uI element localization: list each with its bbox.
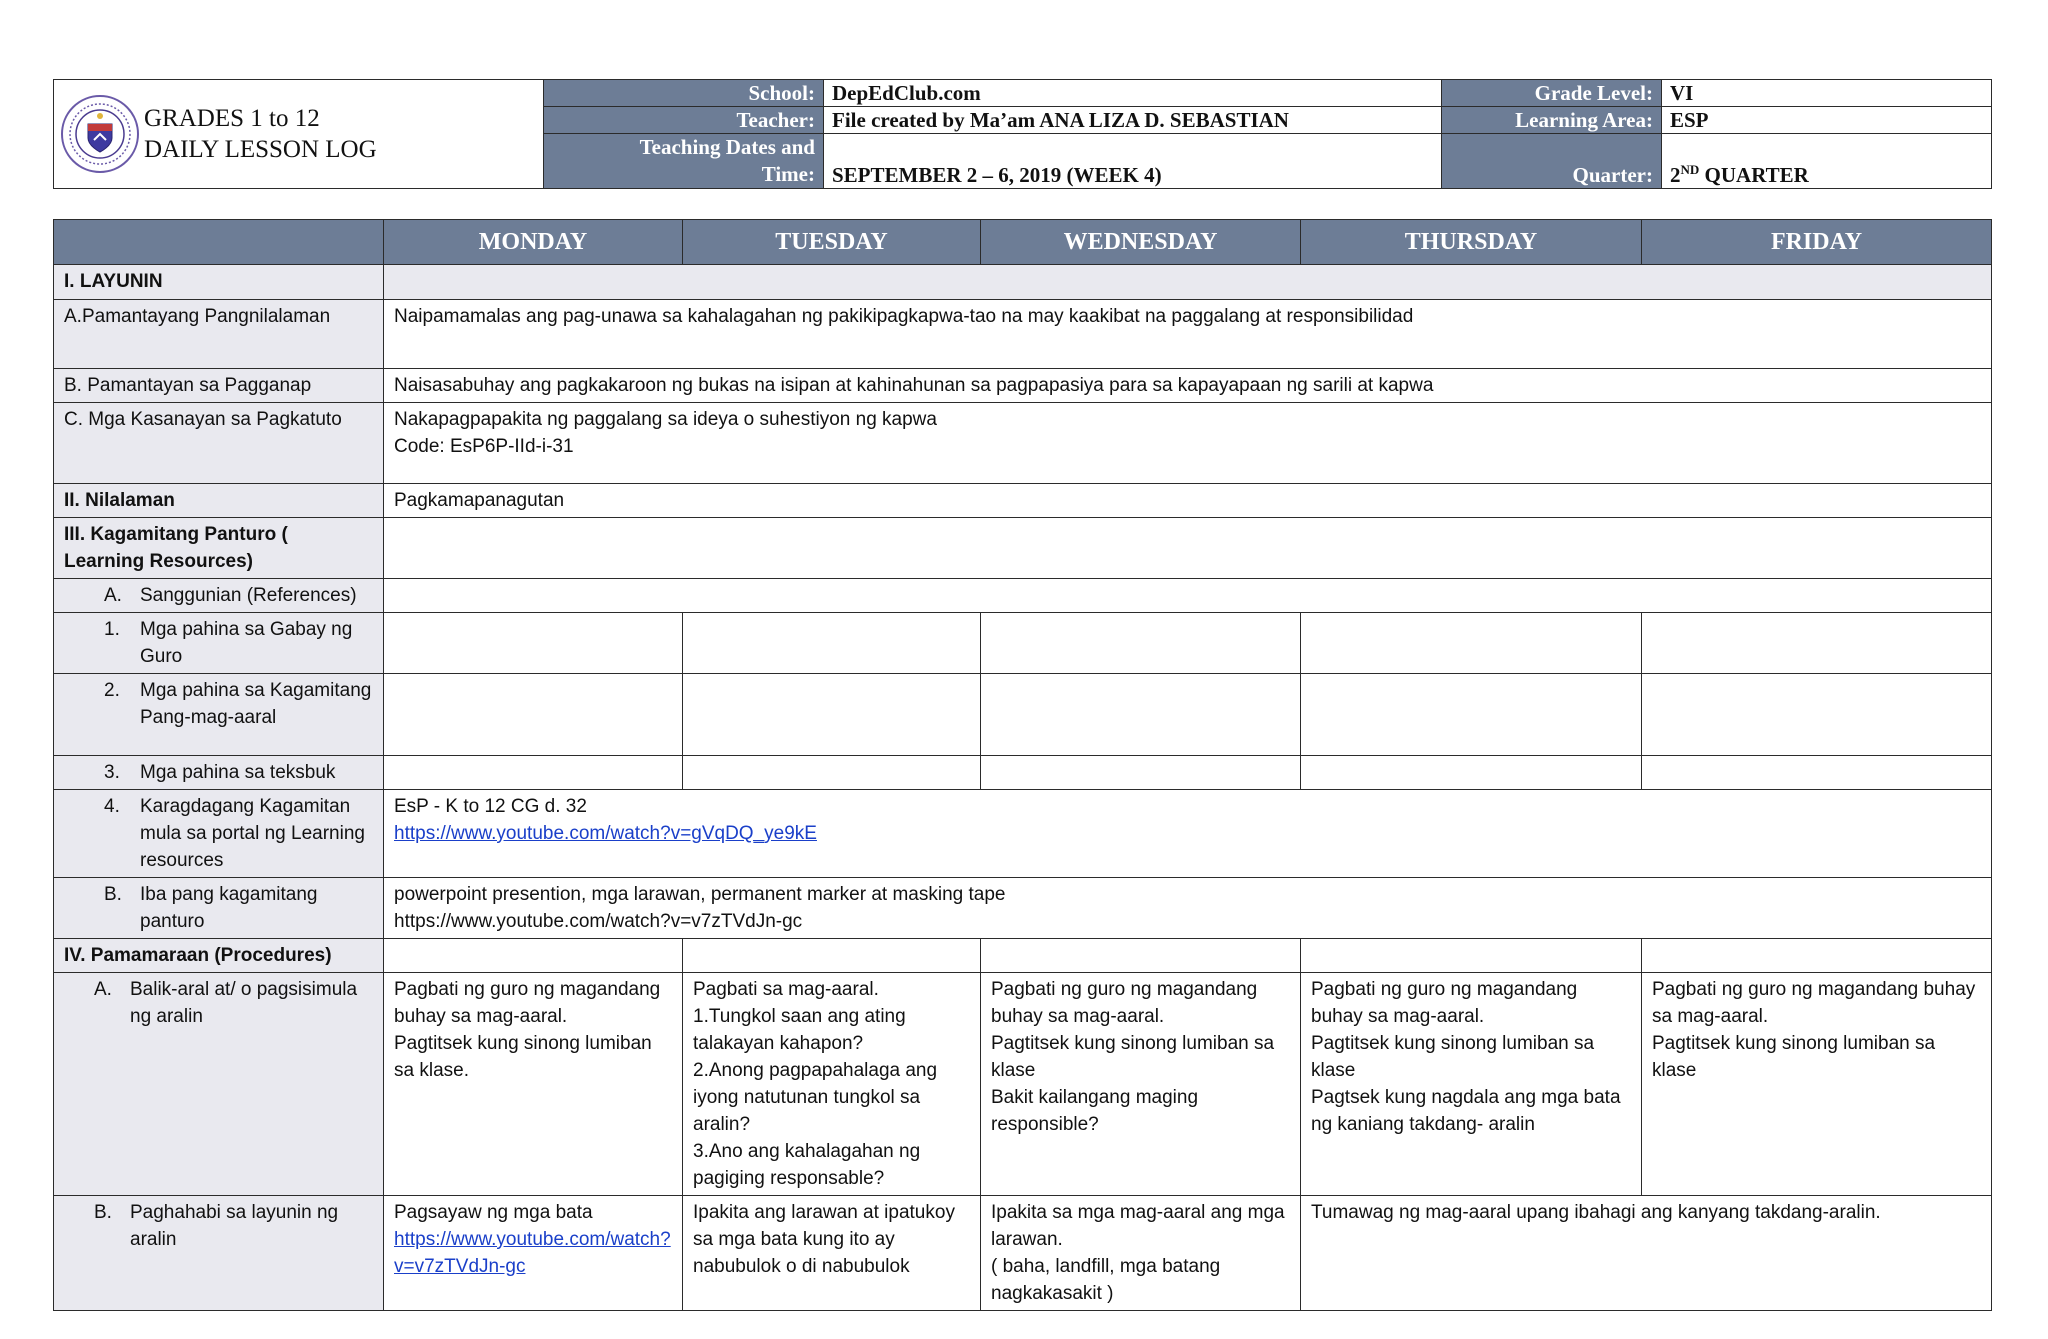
karagdagang-number: 4. [104, 796, 120, 817]
deped-seal-icon [60, 94, 140, 174]
header-table [53, 79, 1992, 189]
lesson-log-table [53, 219, 1992, 1311]
paghahabi-thursday-friday: Tumawag ng mag-aaral upang ibahagi ang kanyang takdang-aralin. [1301, 1196, 1992, 1311]
kagamitan-mag-monday [384, 674, 683, 756]
kagamitan-value [384, 518, 1992, 579]
day-header-tuesday: TUESDAY [683, 220, 981, 265]
teksbuk-tuesday [683, 756, 981, 790]
teksbuk-number: 3. [104, 762, 120, 783]
learning-area-label: Learning Area: [1442, 107, 1662, 134]
nilalaman-label: II. Nilalaman [54, 484, 384, 518]
kasanayan-value-line-1: Nakapagpapakita ng paggalang sa ideya o suhestiyon ng kapwa [394, 409, 937, 430]
quarter-text: QUARTER [1699, 163, 1809, 187]
sanggunian-letter: A. [104, 585, 122, 606]
gabay-label [54, 613, 384, 674]
learning-area-value: ESP [1662, 107, 1992, 134]
layunin-value [384, 265, 1992, 300]
day-header-friday: FRIDAY [1642, 220, 1992, 265]
quarter-label: Quarter: [1442, 134, 1662, 189]
kagamitan-mag-number: 2. [104, 680, 120, 701]
paghahabi-monday [384, 1196, 683, 1311]
title-line-1: GRADES 1 to 12 [144, 105, 320, 132]
teksbuk-wednesday [981, 756, 1301, 790]
grade-level-label: Grade Level: [1442, 80, 1662, 107]
kagamitan-mag-thursday [1301, 674, 1642, 756]
day-header-thursday: THURSDAY [1301, 220, 1642, 265]
teksbuk-label [54, 756, 384, 790]
teaching-dates-label [544, 134, 824, 189]
kagamitan-label: III. Kagamitang Panturo ( Learning Resources) [54, 518, 384, 579]
iba-value [384, 878, 1992, 939]
balik-aral-label [54, 973, 384, 1196]
paghahabi-tuesday: Ipakita ang larawan at ipatukoy sa mga bata kung ito ay nabubulok o di nabubulok [683, 1196, 981, 1311]
karagdagang-youtube-link[interactable]: https://www.youtube.com/watch?v=gVqDQ_ye9kE [394, 823, 817, 844]
paghahabi-label [54, 1196, 384, 1311]
pamamaraan-friday [1642, 939, 1992, 973]
karagdagang-cg: EsP - K to 12 CG d. 32 [394, 796, 587, 817]
balik-aral-monday: Pagbati ng guro ng magandang buhay sa mag-aaral. Pagtitsek kung sinong lumiban sa klase. [384, 973, 683, 1196]
school-label: School: [544, 80, 824, 107]
title-cell [54, 80, 544, 189]
teksbuk-text: Mga pahina sa teksbuk [140, 762, 336, 783]
corner-header-cell [54, 220, 384, 265]
karagdagang-text: Karagdagang Kagamitan mula sa portal ng Learning resources [140, 796, 365, 871]
quarter-suffix: ND [1680, 162, 1700, 177]
grade-level-value: VI [1662, 80, 1992, 107]
pagganap-value: Naisasabuhay ang pagkakaroon ng bukas na isipan at kahinahunan sa pagpapasiya para sa kapayapaan ng sarili at kapwa [384, 369, 1992, 403]
pamamaraan-wednesday [981, 939, 1301, 973]
sanggunian-value [384, 579, 1992, 613]
paghahabi-text: Paghahabi sa layunin ng aralin [130, 1202, 339, 1250]
iba-letter: B. [104, 884, 122, 905]
teaching-dates-label-line-2: Time: [761, 162, 815, 186]
kasanayan-value [384, 403, 1992, 484]
balik-aral-friday: Pagbati ng guro ng magandang buhay sa mag-aaral. Pagtitsek kung sinong lumiban sa klase [1642, 973, 1992, 1196]
layunin-label: I. LAYUNIN [54, 265, 384, 300]
pamamaraan-label: IV. Pamamaraan (Procedures) [54, 939, 384, 973]
balik-aral-tuesday: Pagbati sa mag-aaral. 1.Tungkol saan ang ating talakayan kahapon? 2.Anong pagpapahalaga ang iyong natutunan tungkol sa aralin? 3.Ano ang kahalagahan ng pagiging responsable? [683, 973, 981, 1196]
pagganap-label: B. Pamantayan sa Pagganap [54, 369, 384, 403]
teksbuk-thursday [1301, 756, 1642, 790]
teaching-dates-value: SEPTEMBER 2 – 6, 2019 (WEEK 4) [824, 134, 1442, 189]
day-header-monday: MONDAY [384, 220, 683, 265]
pamamaraan-thursday [1301, 939, 1642, 973]
balik-aral-thursday: Pagbati ng guro ng magandang buhay sa mag-aaral. Pagtitsek kung sinong lumiban sa klase Pagtsek kung nagdala ang mga bata ng kaniang takdang- aralin [1301, 973, 1642, 1196]
pangnilalaman-label: A.Pamantayang Pangnilalaman [54, 300, 384, 369]
paghahabi-letter: B. [94, 1202, 112, 1223]
quarter-value [1662, 134, 1992, 189]
kagamitan-mag-wednesday [981, 674, 1301, 756]
kagamitan-mag-friday [1642, 674, 1992, 756]
nilalaman-value: Pagkamapanagutan [384, 484, 1992, 518]
iba-url: https://www.youtube.com/watch?v=v7zTVdJn-gc [394, 911, 803, 932]
gabay-text: Mga pahina sa Gabay ng Guro [140, 619, 353, 667]
kasanayan-code: Code: EsP6P-IId-i-31 [394, 436, 574, 457]
teksbuk-friday [1642, 756, 1992, 790]
gabay-number: 1. [104, 619, 120, 640]
paghahabi-youtube-link[interactable]: https://www.youtube.com/watch?v=v7zTVdJn-gc [394, 1229, 671, 1277]
day-header-wednesday: WEDNESDAY [981, 220, 1301, 265]
karagdagang-label [54, 790, 384, 878]
gabay-friday [1642, 613, 1992, 674]
title-line-2: DAILY LESSON LOG [144, 136, 377, 163]
pamamaraan-tuesday [683, 939, 981, 973]
karagdagang-value [384, 790, 1992, 878]
iba-text: Iba pang kagamitang panturo [140, 884, 318, 932]
teacher-value: File created by Ma’am ANA LIZA D. SEBASTIAN [824, 107, 1442, 134]
school-value: DepEdClub.com [824, 80, 1442, 107]
balik-aral-text: Balik-aral at/ o pagsisimula ng aralin [130, 979, 358, 1027]
teacher-label: Teacher: [544, 107, 824, 134]
iba-materials: powerpoint presention, mga larawan, permanent marker at masking tape [394, 884, 1006, 905]
paghahabi-wednesday: Ipakita sa mga mag-aaral ang mga larawan. ( baha, landfill, mga batang nagkakasakit ) [981, 1196, 1301, 1311]
quarter-number: 2 [1670, 163, 1681, 187]
kagamitan-mag-text: Mga pahina sa Kagamitang Pang-mag-aaral [140, 680, 372, 728]
paghahabi-monday-text: Pagsayaw ng mga bata [394, 1202, 593, 1223]
pamamaraan-monday [384, 939, 683, 973]
pangnilalaman-value: Naipamamalas ang pag-unawa sa kahalagahan ng pakikipagkapwa-tao na may kaakibat na paggalang at responsibilidad [384, 300, 1992, 369]
kasanayan-label: C. Mga Kasanayan sa Pagkatuto [54, 403, 384, 484]
kagamitan-mag-label [54, 674, 384, 756]
gabay-monday [384, 613, 683, 674]
iba-label [54, 878, 384, 939]
kagamitan-mag-tuesday [683, 674, 981, 756]
teksbuk-monday [384, 756, 683, 790]
sanggunian-label [54, 579, 384, 613]
teaching-dates-label-line-1: Teaching Dates and [639, 135, 815, 159]
gabay-wednesday [981, 613, 1301, 674]
sanggunian-text: Sanggunian (References) [140, 585, 357, 606]
balik-aral-wednesday: Pagbati ng guro ng magandang buhay sa mag-aaral. Pagtitsek kung sinong lumiban sa klase Bakit kailangang maging responsible? [981, 973, 1301, 1196]
balik-aral-letter: A. [94, 979, 112, 1000]
gabay-tuesday [683, 613, 981, 674]
gabay-thursday [1301, 613, 1642, 674]
